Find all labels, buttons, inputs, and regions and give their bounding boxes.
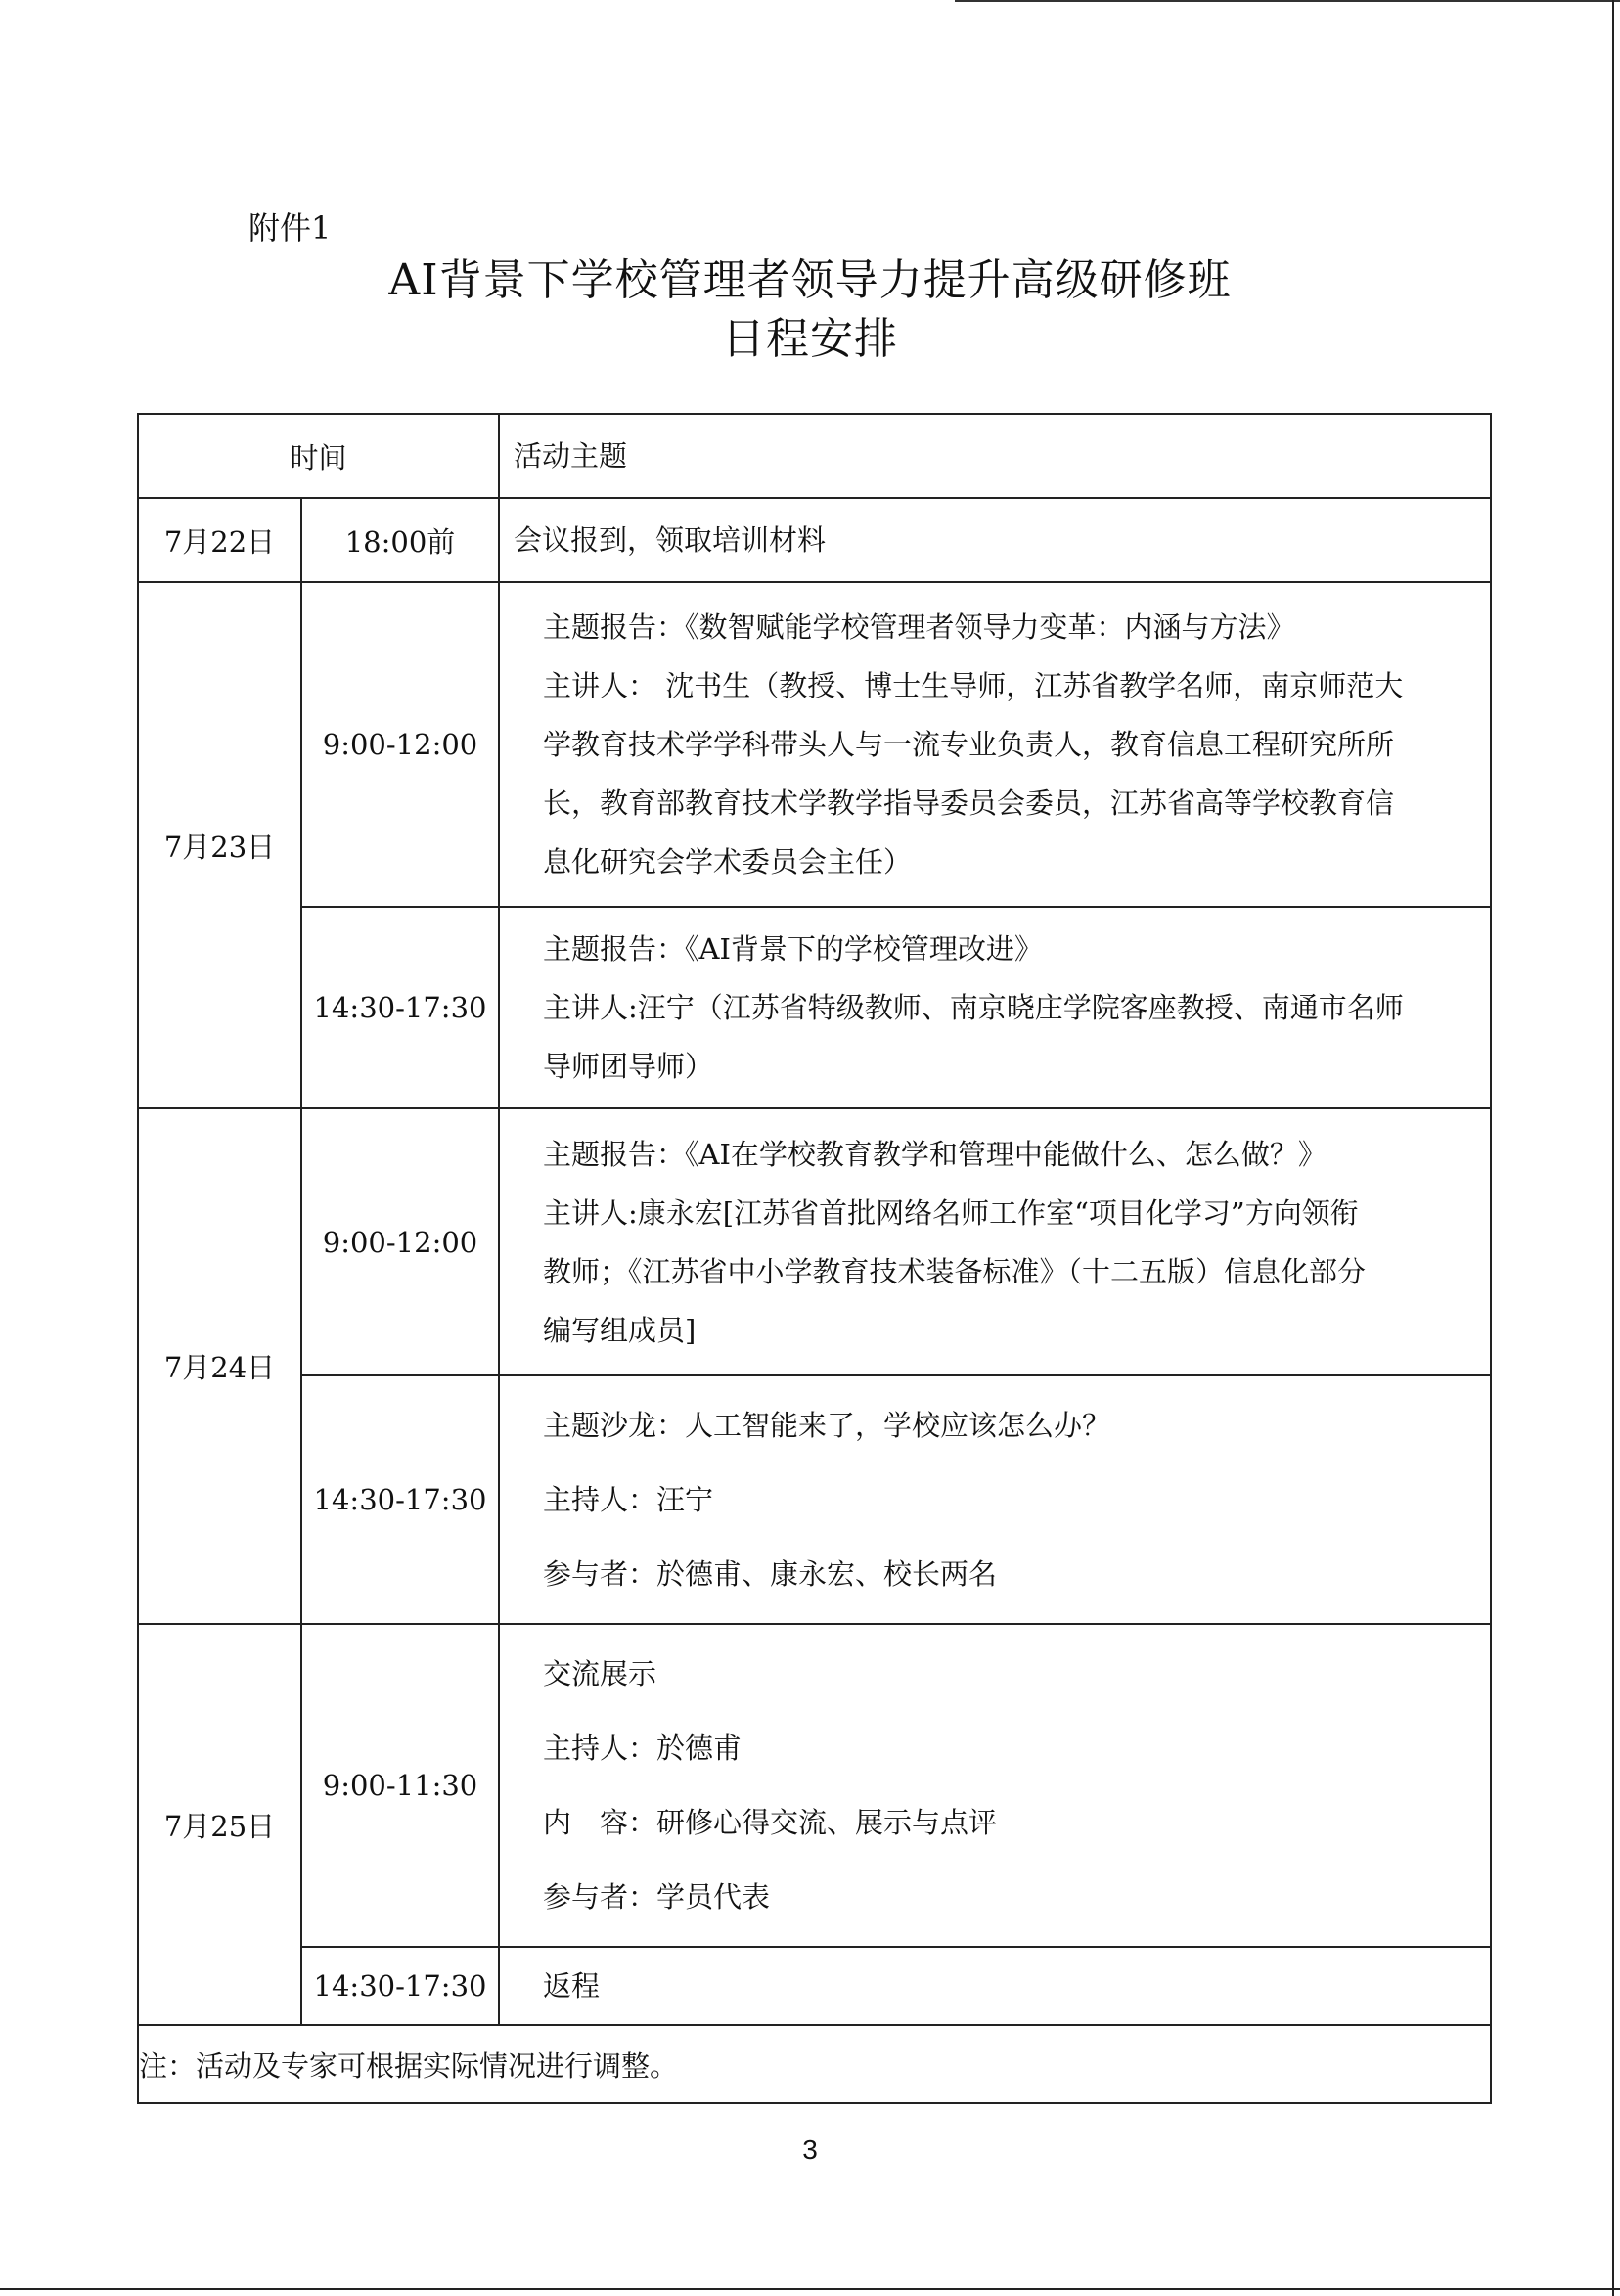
- activity-cell: [499, 1108, 1491, 1375]
- activity-line: 教师；《江苏省中小学教育技术装备标准》（十二五版）信息化部分: [543, 1254, 1367, 1288]
- activity-line: 主持人：於德甫: [543, 1732, 742, 1765]
- time-cell: 9:00-12:00: [301, 1108, 499, 1375]
- activity-cell: [499, 1375, 1491, 1624]
- time-cell: 14:30-17:30: [301, 1947, 499, 2025]
- attachment-label: 附件1: [248, 209, 332, 247]
- time-cell: 9:00-11:30: [301, 1624, 499, 1947]
- activity-line: 主持人：汪宁: [543, 1483, 714, 1516]
- date-cell: 7月24日: [138, 1108, 301, 1624]
- table-row: [138, 498, 1491, 582]
- table-row: [138, 1108, 1491, 1375]
- time-cell: 9:00-12:00: [301, 582, 499, 907]
- activity-line: 主题沙龙：人工智能来了，学校应该怎么办？: [543, 1409, 1111, 1442]
- activity-line: 主讲人:康永宏[江苏省首批网络名师工作室“项目化学习”方向领衔: [543, 1195, 1359, 1230]
- activity-line: 息化研究会学术委员会主任）: [543, 845, 913, 878]
- activity-line: 学教育技术学学科带头人与一流专业负责人，教育信息工程研究所所: [543, 728, 1395, 761]
- date-cell: 7月25日: [138, 1624, 301, 2025]
- activity-cell: [499, 907, 1491, 1108]
- time-cell: 14:30-17:30: [301, 907, 499, 1108]
- activity-line: 交流展示: [543, 1657, 657, 1690]
- document-subtitle: 日程安排: [722, 314, 898, 364]
- activity-line: 参与者：学员代表: [543, 1880, 771, 1913]
- activity-line: 导师团导师）: [543, 1050, 714, 1083]
- date-cell: 7月22日: [138, 498, 301, 582]
- activity-line: 编写组成员]: [543, 1313, 697, 1347]
- time-cell: 14:30-17:30: [301, 1375, 499, 1624]
- table-row: [138, 907, 1491, 1108]
- activity-line: 返程: [543, 1969, 601, 2003]
- table-header-row: [138, 414, 1491, 498]
- activity-cell: [499, 1947, 1491, 2025]
- table-row: [138, 1375, 1491, 1624]
- page-edge-bottom: [0, 2288, 1620, 2290]
- table-row: [138, 582, 1491, 907]
- schedule-table: [137, 413, 1492, 2104]
- activity-cell: 会议报到，领取培训材料: [499, 498, 1491, 582]
- table-row: [138, 1624, 1491, 1947]
- activity-line: 长，教育部教育技术学教学指导委员会委员，江苏省高等学校教育信: [543, 787, 1395, 820]
- time-cell: 18:00前: [301, 498, 499, 582]
- header-time: 时间: [138, 414, 499, 498]
- activity-line: 主题报告：《AI在学校教育教学和管理中能做什么、怎么做？》: [543, 1137, 1327, 1171]
- activity-line: 主题报告：《AI背景下的学校管理改进》: [543, 932, 1043, 966]
- header-activity: 活动主题: [499, 414, 1491, 498]
- date-cell: 7月23日: [138, 582, 301, 1108]
- activity-line: 主题报告：《数智赋能学校管理者领导力变革：内涵与方法》: [543, 610, 1295, 644]
- document-title: AI背景下学校管理者领导力提升高级研修班: [388, 255, 1232, 305]
- activity-cell: [499, 1624, 1491, 1947]
- note-row: [138, 2025, 1491, 2103]
- activity-line: 参与者：於德甫、康永宏、校长两名: [543, 1557, 998, 1591]
- table-row: [138, 1947, 1491, 2025]
- page-number: 3: [802, 2135, 818, 2165]
- note-text: 注：活动及专家可根据实际情况进行调整。: [138, 2025, 1491, 2103]
- page-edge-top: [955, 0, 1620, 2]
- activity-cell: [499, 582, 1491, 907]
- activity-line: 主讲人： 沈书生（教授、博士生导师，江苏省教学名师，南京师范大: [543, 669, 1404, 702]
- activity-line: 内 容：研修心得交流、展示与点评: [543, 1806, 998, 1839]
- activity-line: 主讲人:汪宁（江苏省特级教师、南京晓庄学院客座教授、南通市名师: [543, 991, 1404, 1024]
